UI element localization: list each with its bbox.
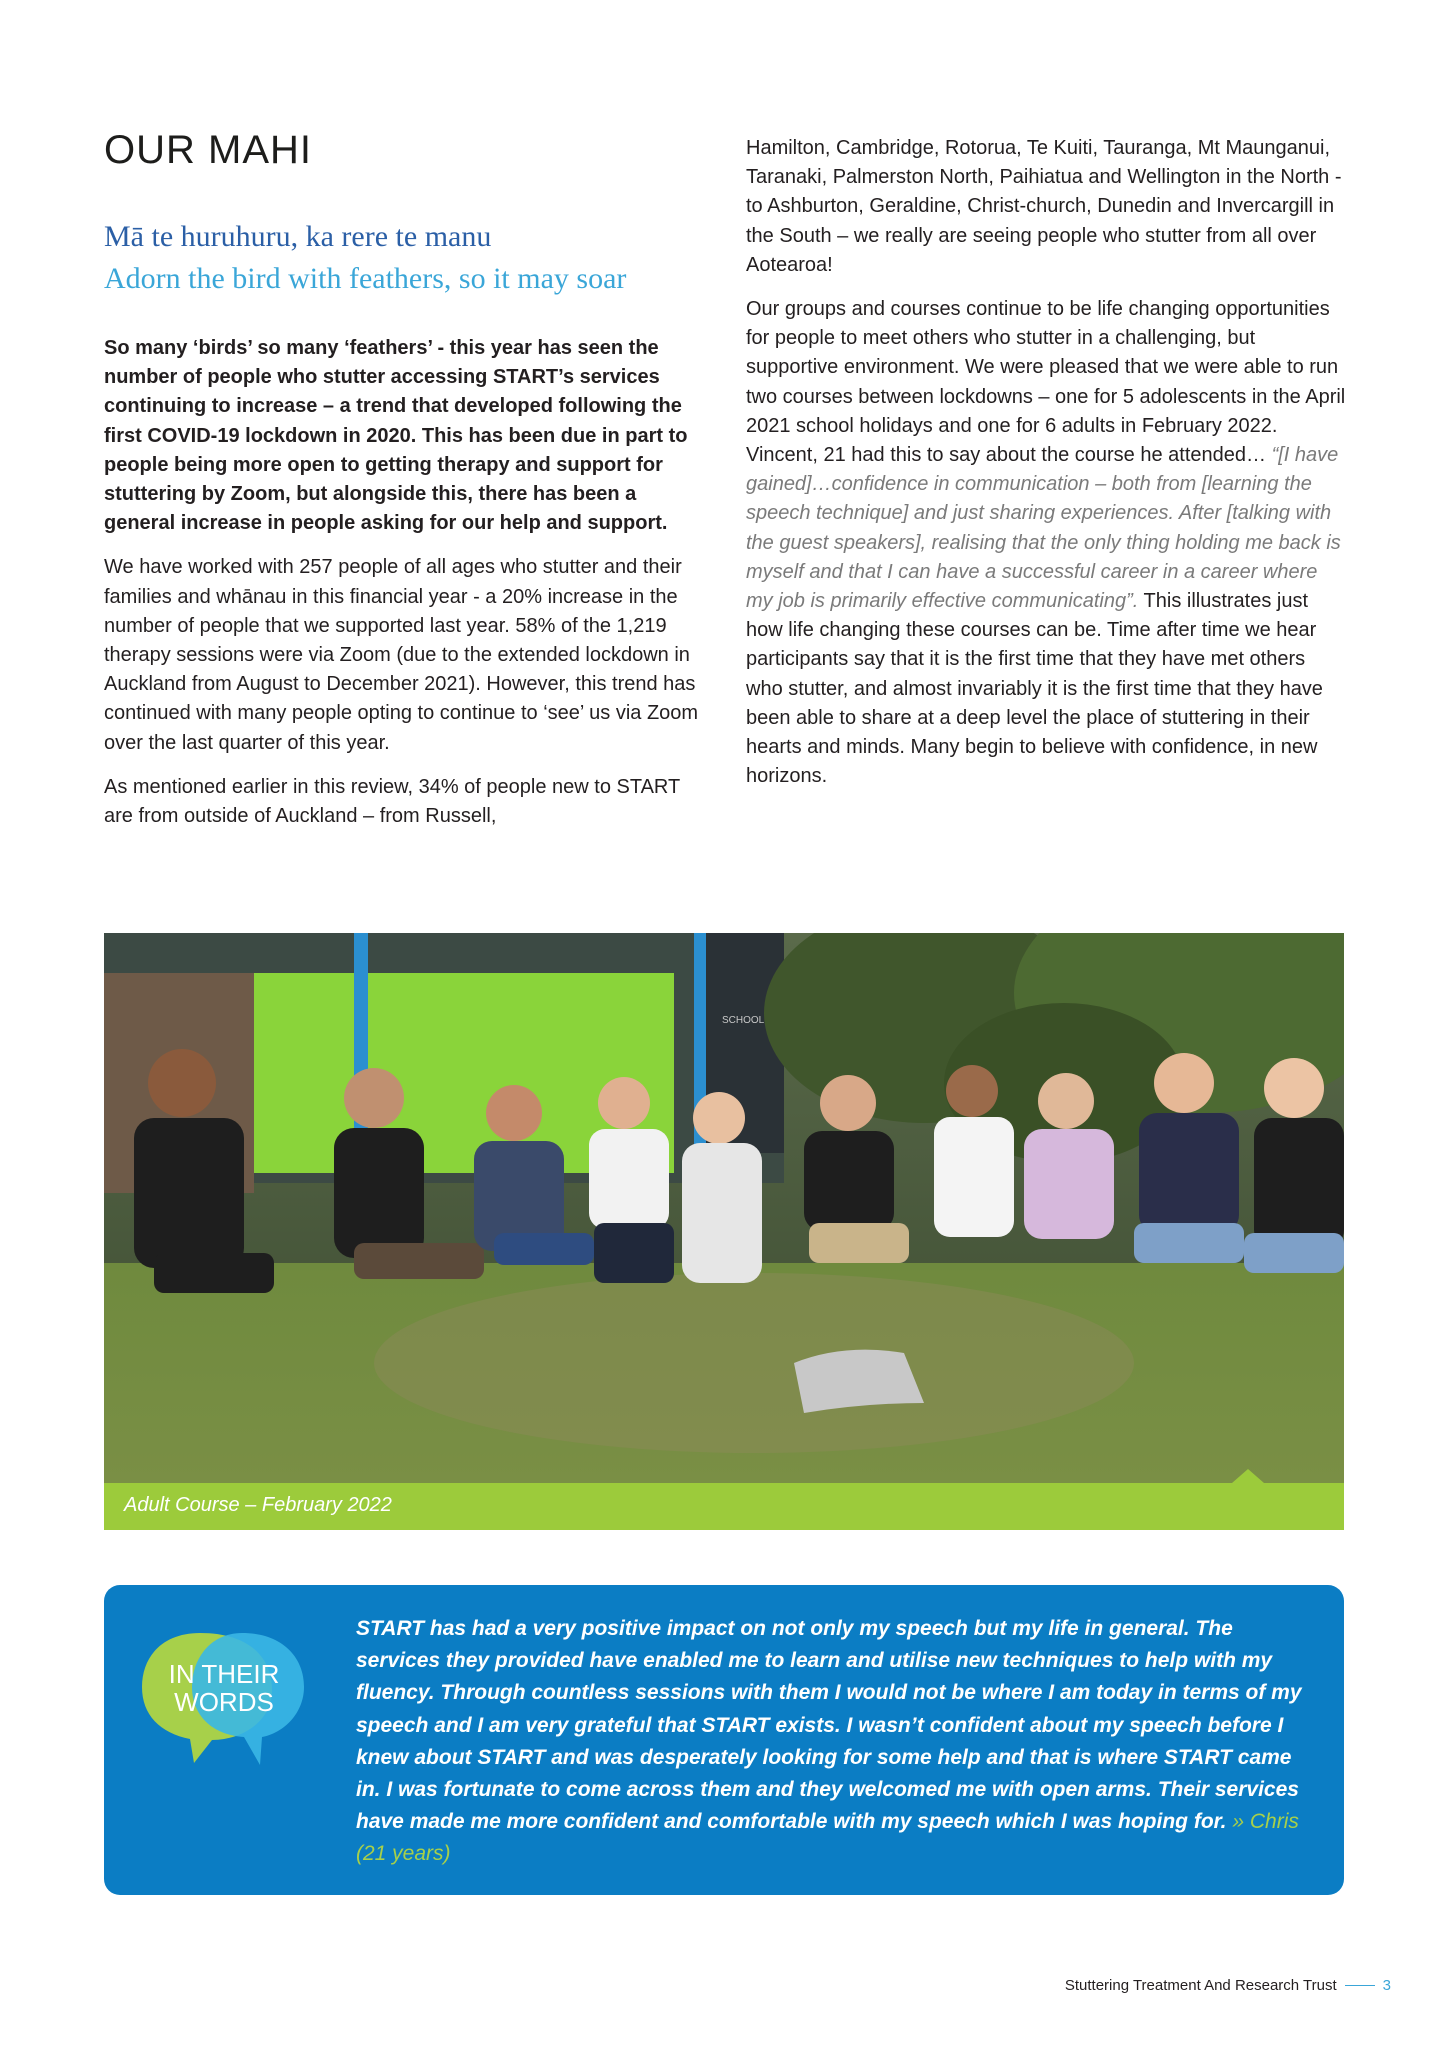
left-column <box>104 334 709 846</box>
page-title: OUR MAHI <box>104 128 312 172</box>
caption-notch <box>1232 1469 1264 1483</box>
body-paragraph: As mentioned earlier in this review, 34% of people new to START are from outside of Auckland – from Russell, <box>104 775 680 828</box>
testimonial-text: START has had a very positive impact on not only my speech but my life in general. The services they provided have enabled me to learn and utilise new techniques to help with my fluency. Through countless sessions with them I would not be where I am today in terms of my speech and I am very grateful that START exists. I wasn’t confident about my speech before I knew about START and was desperately looking for some help and that is where START came in. I was fortunate to come across them and they welcomed me with open arms. Their services have made me more confident and comfortable with my speech which I was hoping for. <box>356 1617 1302 1834</box>
course-outro: This illustrates just how life changing these courses can be. Time after time we hear participants say that it is the first time that they have met others who stutter, and almost invariably it is the first time that they have been able to share at a deep level the place of stuttering in their hearts and minds. Many begin to believe with confidence, in new horizons. <box>746 590 1323 788</box>
right-column <box>746 134 1346 806</box>
body-paragraph: Hamilton, Cambridge, Rotorua, Te Kuiti, Tauranga, Mt Maunganui, Taranaki, Palmerston North, Paihiatua and Wellington in the North - to Ashburton, Geraldine, Christ-church, Dunedin and Invercargill in the South – we really are seeing people who stutter from all over Aotearoa! <box>746 137 1342 276</box>
proverb-english: Adorn the bird with feathers, so it may soar <box>104 262 627 295</box>
photo-caption: Adult Course – February 2022 <box>124 1494 392 1516</box>
testimonial-attribution: » Chris (21 years) <box>356 1810 1299 1866</box>
speech-bubbles-icon <box>132 1615 312 1765</box>
footer-rule <box>1345 1985 1375 1986</box>
page-footer <box>1065 1977 1391 1994</box>
badge-line-1: IN THEIR <box>168 1659 280 1689</box>
page-number: 3 <box>1382 1977 1391 1994</box>
course-paragraph <box>746 295 1346 791</box>
caption-bar <box>104 1483 1344 1530</box>
school-sign: SCHOOL <box>722 1015 765 1026</box>
proverb-maori: Mā te huruhuru, ka rere te manu <box>104 220 492 253</box>
group-photo-figure <box>104 933 1344 1530</box>
participant-quote: “[I have gained]…confidence in communication – both from [learning the speech technique] and just sharing experiences. After [talking with the guest speakers], realising that the only thing holding me back is myself and that I can have a successful career in a career where my job is primarily effective communicating”. <box>746 444 1341 613</box>
testimonial-panel <box>104 1585 1344 1895</box>
body-paragraph: We have worked with 257 people of all ages who stutter and their families and whānau in this financial year - a 20% increase in the number of people that we supported last year. 58% of the 1,219 therapy sessions were via Zoom (due to the extended lockdown in Auckland from August to December 2021). However, this trend has continued with many people opting to continue to ‘see’ us via Zoom over the last quarter of this year. <box>104 556 699 754</box>
group-photo <box>104 933 1344 1483</box>
lead-paragraph: So many ‘birds’ so many ‘feathers’ - this year has seen the number of people who stutter accessing START’s services continuing to increase – a trend that developed following the first COVID-19 lockdown in 2020. This has been due in part to people being more open to getting therapy and support for stuttering by Zoom, but alongside this, there has been a general increase in people asking for our help and support. <box>104 337 688 535</box>
badge-line-2: WORDS <box>174 1687 274 1717</box>
footer-org: Stuttering Treatment And Research Trust <box>1064 1977 1337 1994</box>
testimonial-quote <box>356 1613 1316 1871</box>
course-intro: Our groups and courses continue to be life changing opportunities for people to meet others who stutter in a challenging, but supportive environment. We were pleased that we were able to run two courses between lockdowns – one for 5 adolescents in the April 2021 school holidays and one for 6 adults in February 2022. Vincent, 21 had this to say about the course he attended… <box>746 298 1346 467</box>
proverb <box>104 216 626 300</box>
